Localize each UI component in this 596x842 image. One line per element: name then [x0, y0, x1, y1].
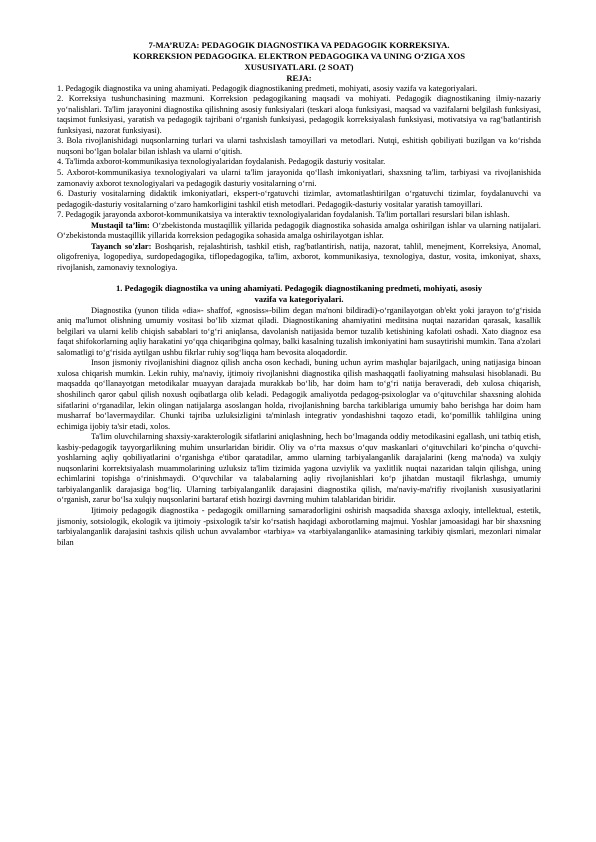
plan-item: 4. Ta'limda axborot-kommunikasiya texnologiyalaridan foydalanish. Pedagogik dasturiy vositalar. — [57, 157, 386, 167]
body-paragraph: Ijtimoiy pedagogik diagnostika - pedagogik omillarning samaradorligini oshirish maqsadida shaxsga axloqiy, intellektual, estetik, jismoniy, sotsiologik, ekologik va ijtimoiy -psixologik ta'sir ko‘rsatish haqidagi axborotlarning majmui. Yoshlar jamoasidagi har bir shaxsning tarbiyalanganlik darajasini tashxis qilish uchun avvalambor «tarbiya» va «tarbiyalanganlik» atamasining tarkibiy qismlari, mezonlari nimalar bilan — [57, 506, 541, 547]
body-paragraph: Inson jismoniy rivojlanishini diagnoz qilish ancha oson kechadi, buning uchun ayrim mashqlar bajarilgach, uning natijasiga binoan xulosa chiqarish mumkin. Lekin ruhiy, ma'naviy, ijtimoiy rivojlanishni diagnostika qilish mashaqqatli faoliyatning mahsulasi hisoblanadi. Bu maqsadda qo‘llanayotgan metodikalar muayyan darajada murakkab bo‘lib, har doim ham to‘g‘ri natija beraveradi, deb xulosa chiqarish, shoshilinch qaror qabul qilish noxush oqibatlarga olib keladi. Pedagogik amaliyotda pedagog-psixologlar va o‘qituvchilar shaxsning alohida sifatlarini o‘rganadilar, lekin olingan natijalarga asoslangan holda, rivojlanishning barcha tarkiblariga umumiy baho berishga har doim ham musharraf bo‘lavermaydilar. Chunki tajriba uzluksizligini ta'minlash integrativ yondashishni taqozo etadi, ko‘pomillik tahlilgina uning echimiga ijobiy ta'sir etadi, xolos. — [57, 358, 541, 431]
plan-item: 3. Bola rivojlanishidagi nuqsonlarning turlari va ularni tashxislash tamoyillari va metodlari. Nutqi, eshitish qobiliyati buzilgan va ko‘rishda nuqsoni bo‘lgan bolalar bilan ishlash va ularni o‘qitish. — [57, 136, 541, 156]
body-paragraph: Ta'lim oluvchilarning shaxsiy-xarakterologik sifatlarini aniqlashning, hech bo‘lmaganda oddiy metodikasini egallash, uni tatbiq etish, kasbiy-pedagogik tayyorgarlikning muhim unsurlaridan biridir. Oliy va o‘rta maxsus o‘quv maskanlari o‘qituvchilari ko‘pincha o‘quvchi-yoshlarning aqliy qobiliyatlarini o‘rganishga e'tibor qaratadilar, ammo ularning tarbiyalanganlik darajalarini (keng ma'noda) va xulqiy nuqsonlarini korrektsiyalash muammolarining uzluksiz ta'lim tizimida yagona uzviylik va yaxlitlik nuqtai nazaridan talqin qilishga, uning echimlarini topishga o‘rinishmaydi. O‘quvchilar va talabalarning aqliy rivojlanishlari ko‘p jihatdan mustaqil fikrlashga, umumiy tarbiyalanganlik darajasiga bog‘liq. Ularning tarbiyalanganlik darajasini diagnostika qilish, ma'naviy-ma'rifiy rivojlanish xususiyatlarini o‘rganish, zarur bo‘lsa xulqiy nuqsonlarini bartaraf etish hozirgi davrning muhim talablaridan biridir. — [57, 432, 541, 505]
plan-item: 2. Korreksiya tushunchasining mazmuni. Korreksion pedagogikaning maqsadi va mohiyati. Pedagogik diagnostikaning ilmiy-nazariy yo‘nalishlari. Ta'lim jarayonini diagnostika qilishning asosiy funksiyalari (teskari aloqa funksiyasi, maqsad va vazifalarni belgilash funksiyasi, taqsimot funksiyasi, yaratish va pedagogik tajribani o‘rganish funksiyasi, pedagogik korreksiyalash funksiyasi, motivatsiya va rag‘batlantirish funksiyasi, nazorat funksiyasi). — [57, 94, 541, 135]
plan-item: 5. Axborot-kommunikasiya texnologiyalari va ularni ta'lim jarayonida qo‘llash imkoniyatlari, shaxsning ta'lim, tarbiyasi va rivojlanishida zamonaviy axborot texnologiyalari va pedagogik dasturiy vositalarning o‘rni. — [57, 167, 541, 188]
document-page — [57, 40, 541, 548]
section-heading-line: 1. Pedagogik diagnostika va uning ahamiyati. Pedagogik diagnostikaning predmeti, mohiyati, asosiy — [115, 283, 483, 294]
keywords-label: Tayanch so'zlar: — [91, 241, 152, 251]
keywords-text: Boshqarish, rejalashtirish, tashkil etish, rag'batlantirish, natija, nazorat, tahlil, menejment, Korreksiya, Anomal, oligofreniya, logopediya, surdopedagogika, tiflopedagogika, ta'lim, axborot, kommunikasiya, texnologiya, dastur, vosita, imkoniyat, shaxs, rivojlanish, zamonaviy texnologiya. — [57, 241, 541, 272]
section-heading — [57, 283, 541, 304]
spacer — [57, 273, 541, 283]
plan-heading: REJA: — [286, 73, 312, 83]
title-line: 7-MA’RUZA: PEDAGOGIK DIAGNOSTIKA VA PEDAGOGIK KORREKSIYA. — [148, 40, 450, 50]
plan-item: 1. Pedagogik diagnostika va uning ahamiyati. Pedagogik diagnostikaning predmeti, mohiyati, asosiy vazifa va kategoriyalari. — [57, 83, 478, 93]
independent-study-paragraph — [57, 221, 541, 242]
body-paragraph: Diagnostika (yunon tilida «dia»- shaffof, «gnosiss»-bilim degan ma'noni bildiradi)-o‘rganilayotgan ob'ekt yoki jarayon to‘g‘risida aniq ma'lumot olishning umumiy vositasi bo‘lib xizmat qiladi. Diagnostikaning ahamiyatini meditsina nuqtai nazaridan qarasak, kasallik belgilari va ularni kelib chiqish sabablari to‘g‘ri aniqlansa, davolanish natijasida bemor tuzalib ketishining kafolati oshadi. Xato diagnoz esa faqat shifokorlarning aqliy harakatini yo‘qqa chiqaribgina qolmay, balki kasalning tuzalish imkoniyatini ham susaytirishi mumkin. Tana a'zolari salomatligi to‘g‘risida aytilgan ushbu fikrlar ruhiy sog‘liqqa ham bevosita aloqadordir. — [57, 305, 541, 357]
plan-item: 6. Dasturiy vositalarning didaktik imkoniyatlari, ekspert-o‘rgatuvchi tizimlar, avtomatlashtirilgan o‘rgatuvchi tizimlar, foydalanuvchi va pedagogik-dasturiy vositalarning o‘zaro hamkorligini tashkil etish metodlari. Pedagogik-dasturiy vositalar yaratish tamoyillari. — [57, 189, 541, 209]
independent-study-label: Mustaqil ta’lim: — [91, 220, 150, 230]
independent-study-text: O‘zbekistonda mustaqillik yillarida pedagogik diagnostika sohasida amalga oshirilgan ishlar va ularning natijalari. O‘zbekistonda mustaqillik yillarida korreksion pedagogika sohasida amalga oshirilayotgan ishlar. — [57, 220, 542, 241]
keywords-paragraph — [57, 242, 541, 274]
plan-list — [57, 84, 541, 221]
lecture-title — [57, 40, 541, 73]
title-line: KORREKSION PEDAGOGIKA. ELEKTRON PEDAGOGIKA VA UNING O‘ZIGA XOS — [132, 51, 466, 61]
plan-item: 7. Pedagogik jarayonda axborot-kommunikatsiya va interaktiv texnologiyalaridan foydalanish. Ta'lim portallari resurslari bilan ishlash. — [57, 210, 510, 220]
section-heading-line: vazifa va kategoriyalari. — [254, 294, 344, 305]
title-line: XUSUSIYATLARI. (2 SOAT) — [244, 62, 354, 72]
